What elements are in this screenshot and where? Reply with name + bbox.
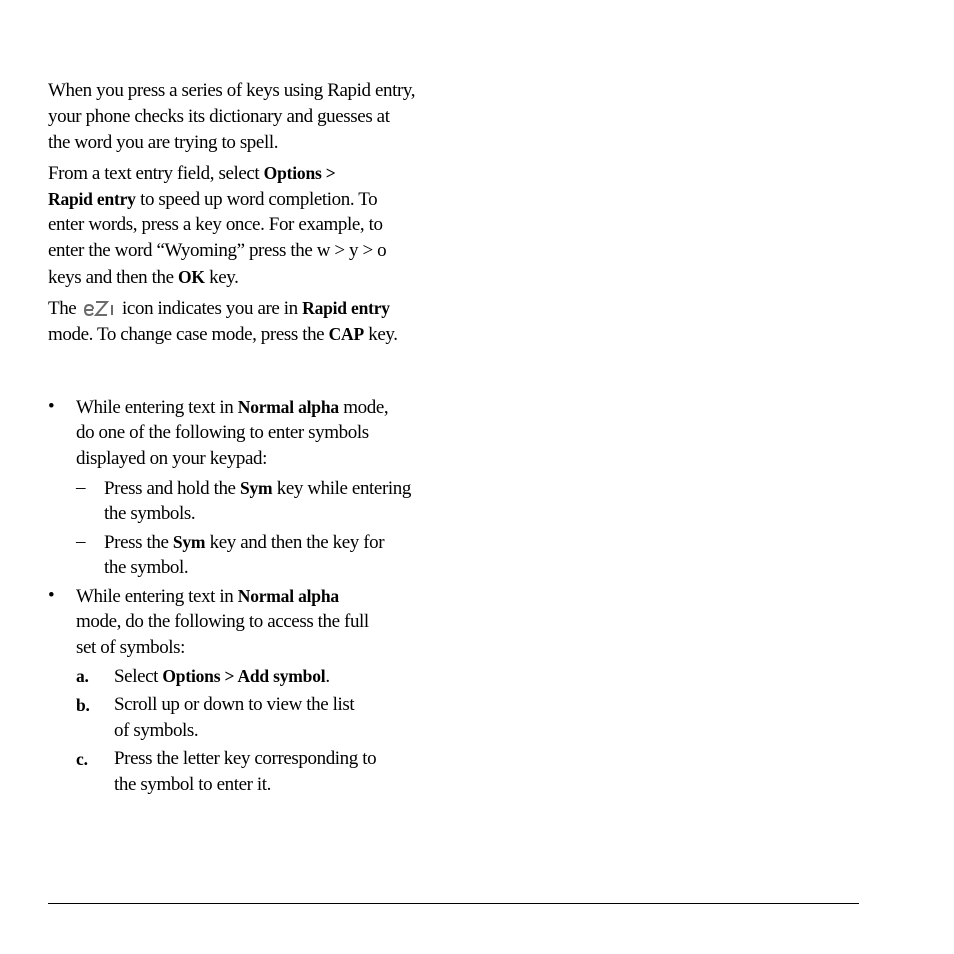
- bullet-line: [76, 583, 369, 609]
- ez-icon-paragraph: [48, 295, 398, 347]
- text: Press and hold the: [104, 478, 240, 499]
- text: While entering text in: [76, 397, 238, 418]
- rapid-entry-label: Rapid entry: [302, 298, 390, 318]
- sub-item-line: [104, 475, 411, 501]
- text: key.: [204, 267, 239, 288]
- bullet-line: do one of the following to enter symbols: [76, 422, 369, 443]
- bullet-line: mode, do the following to access the full: [76, 611, 369, 632]
- ok-key-label: OK: [177, 267, 205, 287]
- step-marker: c.: [76, 749, 88, 769]
- step-line: the symbol to enter it.: [114, 774, 272, 795]
- cap-key-label: CAP: [328, 324, 364, 344]
- text: While entering text in: [76, 586, 238, 607]
- text: key and then the key for: [205, 532, 385, 553]
- step-line: [114, 663, 330, 689]
- text: From a text entry field, select: [48, 163, 264, 184]
- sub-item-line: [104, 529, 384, 555]
- dash-marker: –: [76, 531, 86, 552]
- bullet-item: [76, 394, 388, 472]
- step-line: Scroll up or down to view the list: [114, 694, 355, 715]
- bullet-line: set of symbols:: [76, 637, 186, 658]
- normal-alpha-label: Normal alpha: [237, 586, 339, 606]
- step-item: [114, 692, 354, 744]
- step-line: of symbols.: [114, 720, 199, 741]
- bullet-line: displayed on your keypad:: [76, 448, 268, 469]
- paragraph-line: [48, 186, 386, 212]
- footer-rule: [48, 903, 859, 904]
- paragraph-line: [48, 321, 398, 347]
- bullet-marker: •: [48, 396, 55, 417]
- step-item: [114, 663, 330, 689]
- paragraph-line: enter words, press a key once. For example, to: [48, 214, 383, 235]
- sub-item: [104, 529, 384, 581]
- intro-line: your phone checks its dictionary and guesses at: [48, 106, 390, 127]
- dash-marker: –: [76, 477, 86, 498]
- bullet-marker: •: [48, 585, 55, 606]
- text: The: [48, 298, 81, 319]
- text: Press the: [104, 532, 173, 553]
- options-menu-label: Options >: [263, 163, 336, 183]
- normal-alpha-label: Normal alpha: [237, 397, 339, 417]
- text: mode. To change case mode, press the: [48, 324, 329, 345]
- options-add-symbol-label: Options > Add symbol: [162, 666, 326, 686]
- rapid-entry-label: Rapid entry: [48, 189, 136, 209]
- step-item: [114, 746, 376, 798]
- paragraph-line: [48, 264, 386, 290]
- sym-key-label: Sym: [239, 478, 273, 498]
- text: key.: [363, 324, 398, 345]
- text: keys and then the: [48, 267, 178, 288]
- paragraph-line: [48, 160, 386, 186]
- sub-item-line: the symbol.: [104, 557, 189, 578]
- paragraph-line: enter the word “Wyoming” press the w > y > o: [48, 240, 387, 261]
- step-marker: a.: [76, 666, 89, 686]
- sub-item: [104, 475, 411, 527]
- rapid-entry-paragraph: [48, 160, 386, 290]
- bullet-item: [76, 583, 369, 661]
- bullet-line: [76, 394, 388, 420]
- sym-key-label: Sym: [172, 532, 206, 552]
- paragraph-line: [48, 295, 398, 321]
- page-content: [48, 0, 448, 954]
- text: mode,: [338, 397, 389, 418]
- sub-item-line: the symbols.: [104, 503, 196, 524]
- text: Select: [114, 666, 163, 687]
- text: icon indicates you are in: [117, 298, 303, 319]
- step-marker: b.: [76, 695, 90, 715]
- text: .: [325, 666, 330, 687]
- text: key while entering: [272, 478, 411, 499]
- intro-paragraph: [48, 78, 415, 156]
- intro-line: the word you are trying to spell.: [48, 132, 279, 153]
- step-line: Press the letter key corresponding to: [114, 748, 377, 769]
- intro-line: When you press a series of keys using Rapid entry,: [48, 80, 416, 101]
- text: to speed up word completion. To: [135, 189, 378, 210]
